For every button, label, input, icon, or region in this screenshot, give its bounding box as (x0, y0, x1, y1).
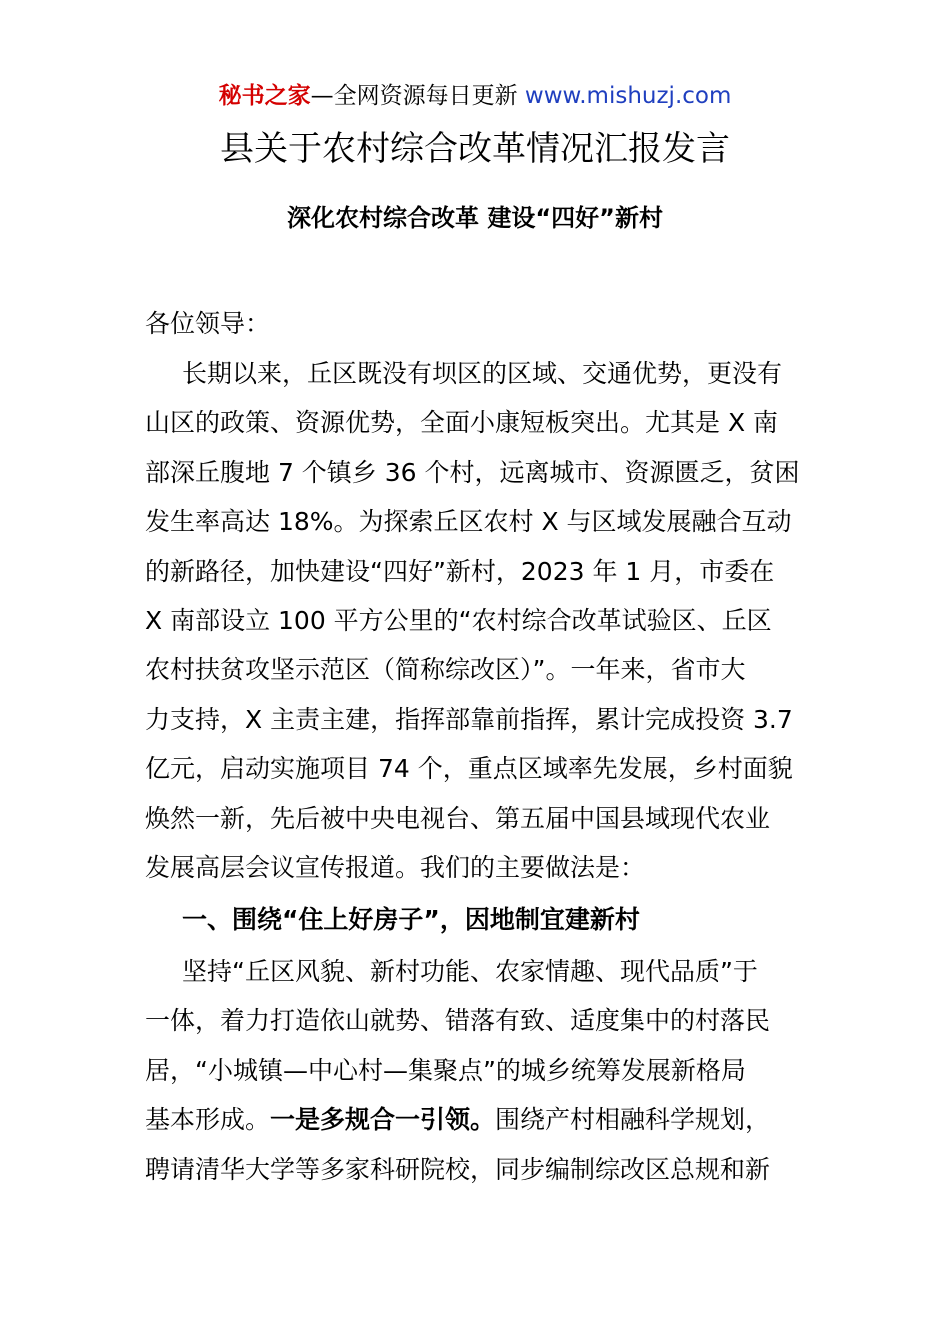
document-subtitle: 深化农村综合改革 建设“四好”新村 (287, 204, 663, 232)
bold-lead-phrase: 一是多规合一引领。 (270, 1105, 496, 1135)
paragraph-line: 焕然一新，先后被中央电视台、第五届中国县域现代农业 (145, 803, 771, 833)
site-url-link[interactable]: www.mishuzj.com (524, 83, 732, 109)
paragraph-line: 部深丘腹地 7 个镇乡 36 个村，远离城市、资源匮乏，贫困 (145, 457, 800, 487)
paragraph-line: 亿元，启动实施项目 74 个，重点区域率先发展，乡村面貌 (145, 754, 793, 784)
salutation: 各位领导： (145, 309, 271, 338)
document-title: 县关于农村综合改革情况汇报发言 (220, 129, 730, 169)
paragraph-line: 聘请清华大学等多家科研院校，同步编制综改区总规和新 (145, 1154, 771, 1184)
paragraph-line: 农村扶贫攻坚示范区（简称综改区）”。一年来，省市大 (145, 655, 746, 685)
paragraph-line: 长期以来，丘区既没有坝区的区域、交通优势，更没有 (182, 359, 783, 388)
paragraph-intro (145, 349, 815, 892)
paragraph-line: 坚持“丘区风貌、新村功能、农家情趣、现代品质”于 (182, 957, 758, 986)
site-header (0, 80, 950, 112)
section-heading-text: 一、围绕“住上好房子”，因地制宜建新村 (182, 905, 640, 934)
paragraph-line: 一体，着力打造依山就势、错落有致、适度集中的村落民 (145, 1006, 771, 1036)
paragraph-line: 力支持，X 主责主建，指挥部靠前指挥，累计完成投资 3.7 (145, 704, 793, 734)
site-brand: 秘书之家 (218, 83, 311, 109)
paragraph-line: 的新路径，加快建设“四好”新村，2023 年 1 月，市委在 (145, 556, 775, 586)
site-tagline: —全网资源每日更新 (310, 83, 525, 109)
section-heading-1 (145, 895, 815, 944)
paragraph-line: X 南部设立 100 平方公里的“农村综合改革试验区、丘区 (145, 605, 772, 635)
paragraph-line: 居，“小城镇—中心村—集聚点”的城乡统筹发展新格局 (145, 1055, 746, 1085)
paragraph-line: 山区的政策、资源优势，全面小康短板突出。尤其是 X 南 (145, 408, 779, 438)
line-lead-text: 基本形成。 (145, 1105, 271, 1135)
paragraph-line: 发生率高达 18%。为探索丘区农村 X 与区域发展融合互动 (145, 507, 792, 537)
paragraph-line-mixed (145, 1095, 815, 1144)
line-tail-text: 围绕产村相融科学规划， (495, 1105, 771, 1135)
paragraph-section-1 (145, 947, 815, 1194)
paragraph-line: 发展高层会议宣传报道。我们的主要做法是： (145, 852, 646, 882)
